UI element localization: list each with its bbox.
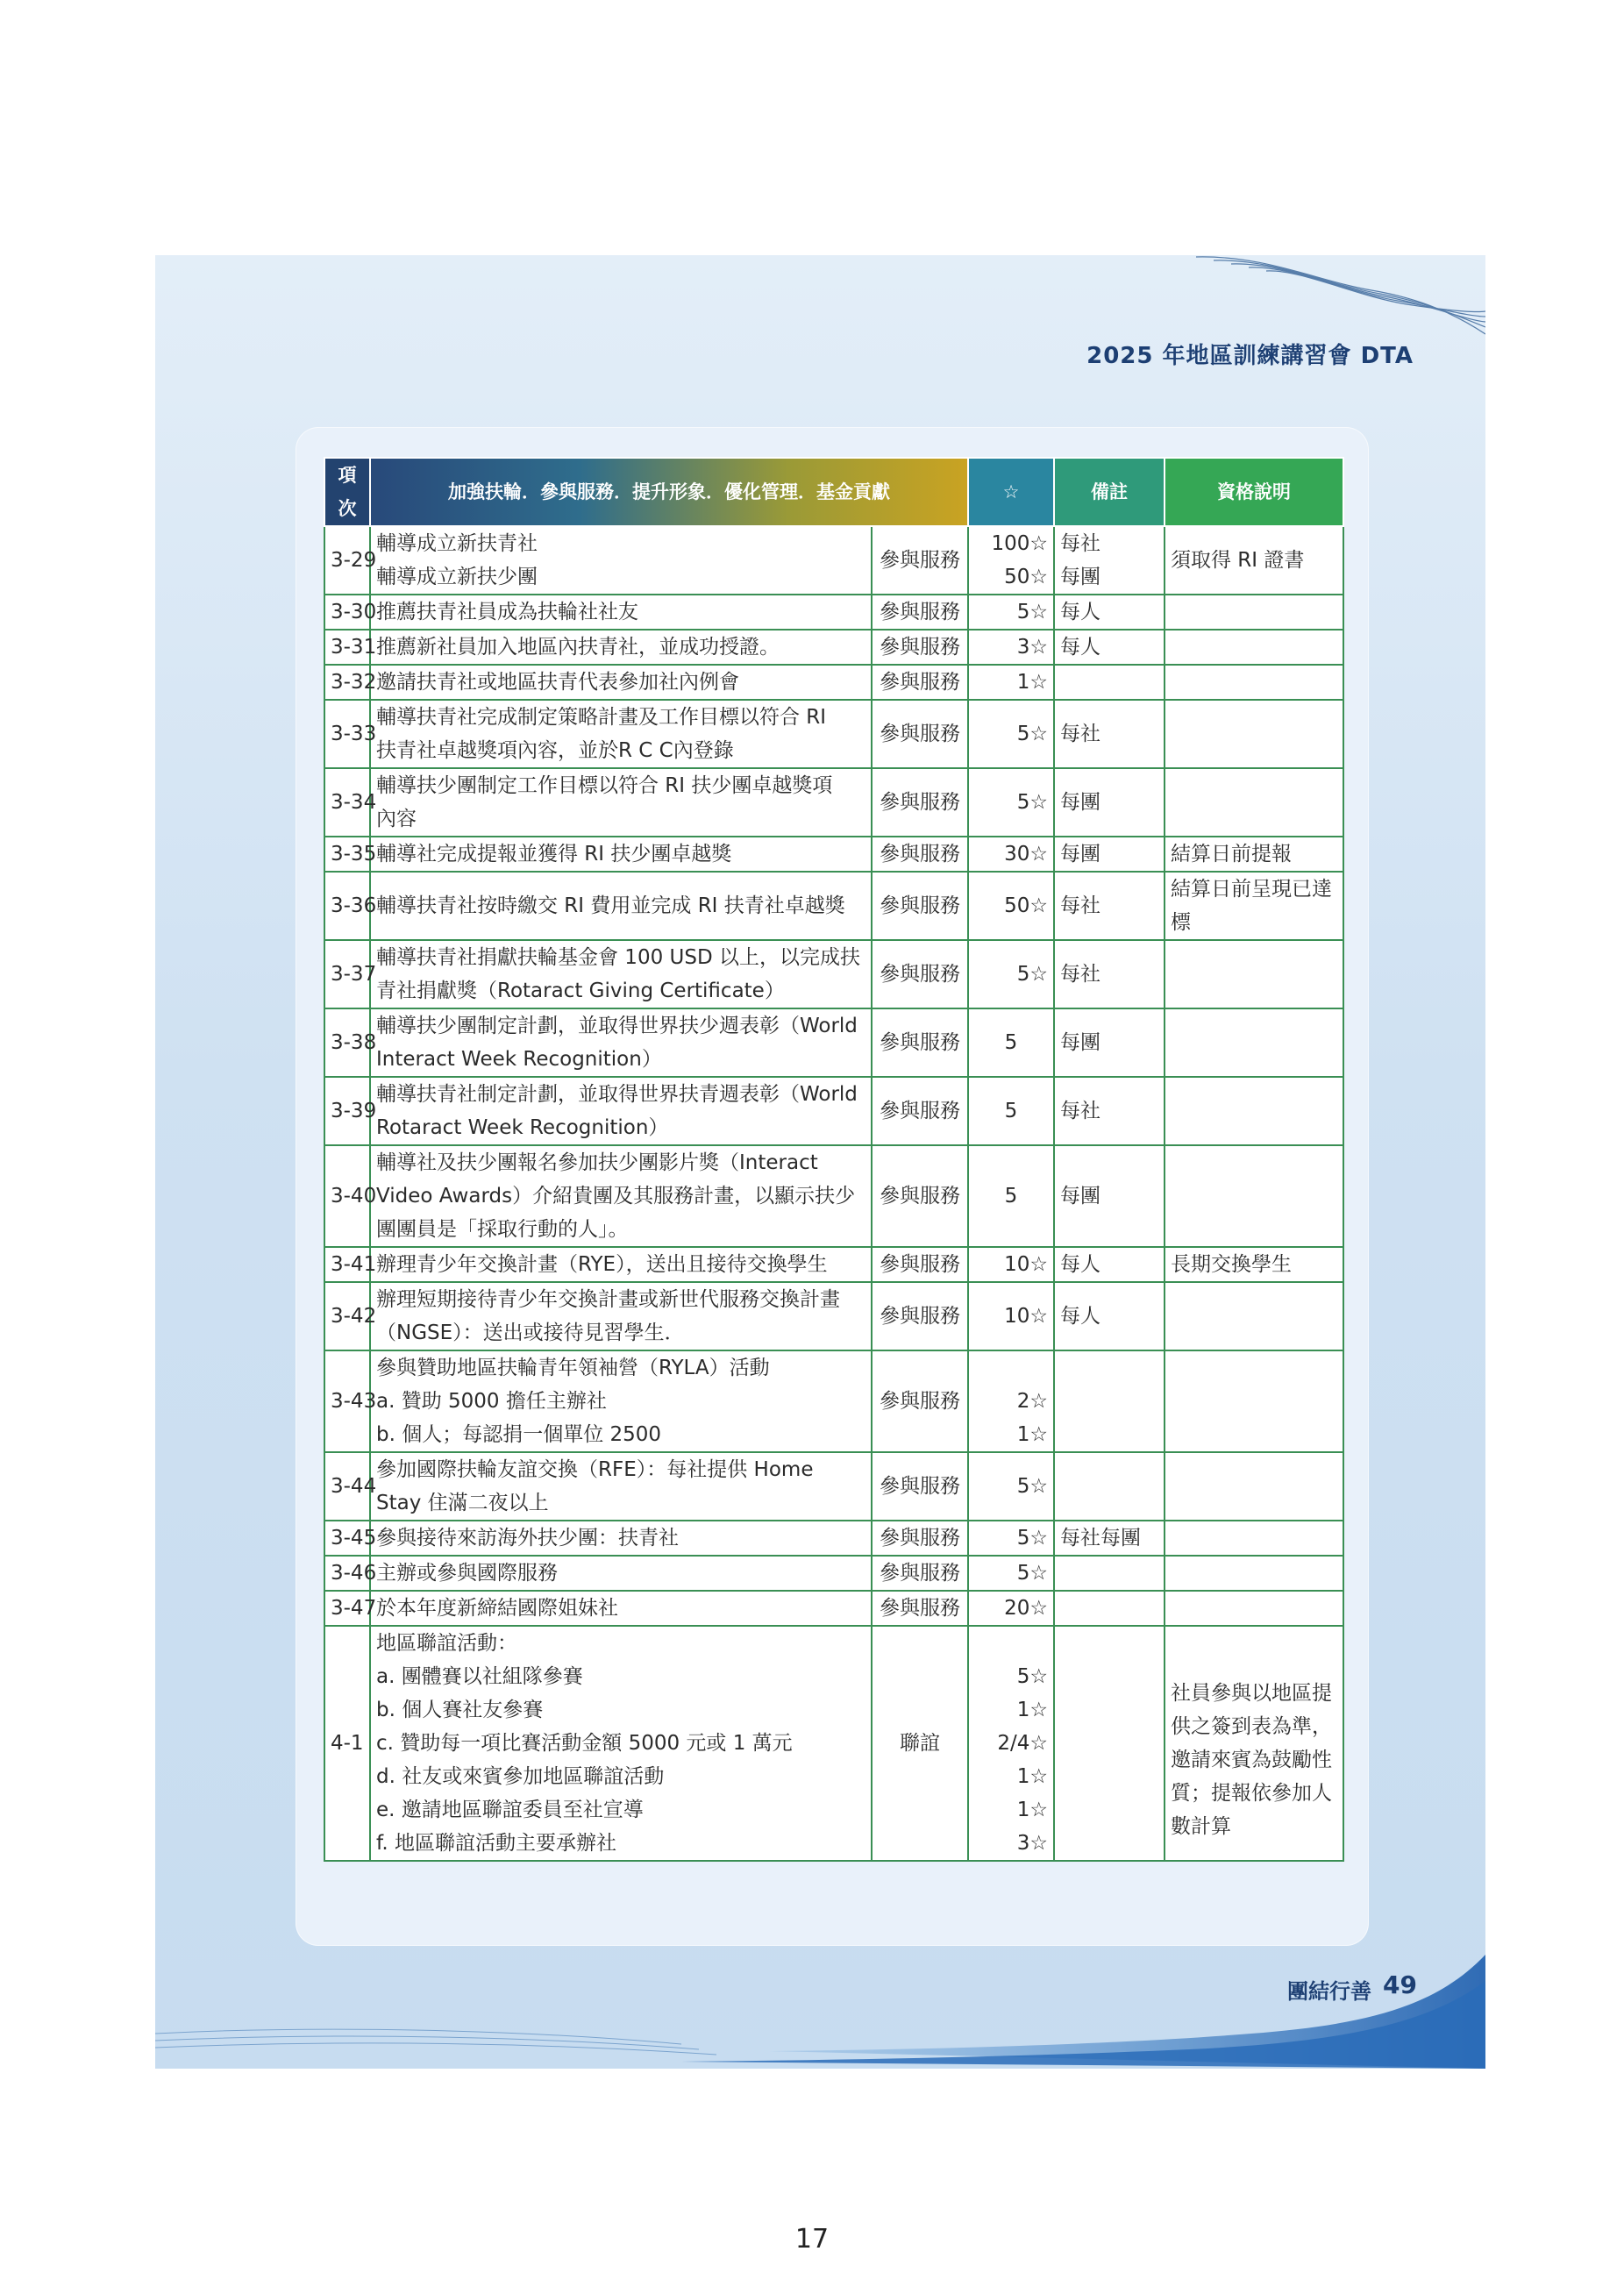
- description-line: 輔導扶青社完成制定策略計畫及工作目標以符合 RI: [376, 706, 827, 729]
- item-description: [370, 872, 872, 940]
- description-line: 輔導扶少團制定計劃，並取得世界扶少週表彰（World: [376, 1015, 858, 1037]
- item-qualification: [1165, 595, 1343, 630]
- table-row: [324, 1626, 1343, 1861]
- item-number: 3-30: [324, 595, 370, 630]
- description-line: （NGSE）：送出或接待見習學生．: [376, 1322, 685, 1344]
- item-category: 聯誼: [872, 1626, 968, 1861]
- item-qualification: [1165, 1350, 1343, 1452]
- description-line: c. 贊助每一項比賽活動金額 5000 元或 1 萬元: [376, 1732, 793, 1755]
- header-star: ☆: [968, 458, 1054, 526]
- item-points: 5☆: [968, 940, 1054, 1008]
- item-qualification: [1165, 1077, 1343, 1145]
- item-points: 5☆: [968, 1521, 1054, 1556]
- description-line: 主辦或參與國際服務: [376, 1562, 558, 1585]
- item-qualification: [1165, 1591, 1343, 1626]
- item-category: 參與服務: [872, 526, 968, 595]
- description-line: 扶青社卓越獎項內容，並於R C C內登錄: [376, 739, 734, 762]
- description-line: 青社捐獻獎（Rotaract Giving Certificate）: [376, 980, 785, 1002]
- description-line: b. 個人賽社友參賽: [376, 1699, 544, 1721]
- item-qualification: [1165, 1521, 1343, 1556]
- item-points: 5☆: [968, 1452, 1054, 1521]
- description-line: 辦理短期接待青少年交換計畫或新世代服務交換計畫: [376, 1288, 840, 1311]
- description-line: 輔導成立新扶青社: [376, 532, 538, 555]
- item-description: [370, 940, 872, 1008]
- item-number: 3-36: [324, 872, 370, 940]
- description-line: 參與接待來訪海外扶少團：扶青社: [376, 1527, 679, 1550]
- description-line: d. 社友或來賓參加地區聯誼活動: [376, 1765, 665, 1788]
- table-row: [324, 1556, 1343, 1591]
- item-note: 每社每團: [1054, 1521, 1165, 1556]
- item-qualification: [1165, 1452, 1343, 1521]
- item-category: 參與服務: [872, 1282, 968, 1350]
- item-category: 參與服務: [872, 1521, 968, 1556]
- item-category: 參與服務: [872, 1556, 968, 1591]
- table-row: [324, 1452, 1343, 1521]
- table-row: [324, 1145, 1343, 1247]
- table-row: [324, 837, 1343, 872]
- item-number: 3-47: [324, 1591, 370, 1626]
- description-line: 邀請扶青社或地區扶青代表參加社內例會: [376, 671, 739, 694]
- item-description: [370, 1556, 872, 1591]
- item-description: [370, 630, 872, 665]
- description-line: 推薦新社員加入地區內扶青社，並成功授證。: [376, 636, 780, 659]
- item-number: 3-46: [324, 1556, 370, 1591]
- item-points: 10☆: [968, 1282, 1054, 1350]
- item-points: 5: [968, 1145, 1054, 1247]
- item-description: [370, 1521, 872, 1556]
- table-row: [324, 1247, 1343, 1282]
- description-line: 參加國際扶輪友誼交換（RFE）：每社提供 Home: [376, 1458, 814, 1481]
- table-row: [324, 872, 1343, 940]
- item-qualification: [1165, 1008, 1343, 1077]
- header-item: 項次: [324, 458, 370, 526]
- header-qualification: 資格說明: [1165, 458, 1343, 526]
- item-description: [370, 1008, 872, 1077]
- item-description: [370, 1247, 872, 1282]
- item-note: [1054, 665, 1165, 700]
- item-points: 10☆: [968, 1247, 1054, 1282]
- table-row: [324, 940, 1343, 1008]
- item-number: 3-45: [324, 1521, 370, 1556]
- description-line: e. 邀請地區聯誼委員至社宣導: [376, 1799, 644, 1821]
- description-line: 參與贊助地區扶輪青年領袖營（RYLA）活動: [376, 1357, 770, 1379]
- item-number: 4-1: [324, 1626, 370, 1861]
- table-row: [324, 1591, 1343, 1626]
- item-note: [1054, 1626, 1165, 1861]
- description-line: 輔導社完成提報並獲得 RI 扶少團卓越獎: [376, 843, 732, 866]
- table-header-row: [324, 458, 1343, 526]
- item-number: 3-35: [324, 837, 370, 872]
- item-note: 每社: [1054, 872, 1165, 940]
- table-row: [324, 630, 1343, 665]
- item-number: 3-33: [324, 700, 370, 768]
- item-qualification: [1165, 630, 1343, 665]
- description-line: 輔導成立新扶少團: [376, 566, 538, 588]
- item-note: 每社 每團: [1054, 526, 1165, 595]
- description-line: Video Awards）介紹貴團及其服務計畫，以顯示扶少: [376, 1185, 856, 1208]
- item-description: [370, 1452, 872, 1521]
- item-qualification: [1165, 1282, 1343, 1350]
- item-note: 每社: [1054, 1077, 1165, 1145]
- item-points: 30☆: [968, 837, 1054, 872]
- top-right-wave-decoration: [1196, 255, 1485, 343]
- item-qualification: [1165, 940, 1343, 1008]
- item-note: [1054, 1591, 1165, 1626]
- item-qualification: 須取得 RI 證書: [1165, 526, 1343, 595]
- description-line: 輔導社及扶少團報名參加扶少團影片獎（Interact: [376, 1151, 818, 1174]
- item-points: 5☆: [968, 768, 1054, 837]
- description-line: 輔導扶青社制定計劃，並取得世界扶青週表彰（World: [376, 1083, 858, 1106]
- table-row: [324, 665, 1343, 700]
- item-number: 3-38: [324, 1008, 370, 1077]
- item-description: [370, 1077, 872, 1145]
- item-points: 1☆: [968, 665, 1054, 700]
- table-row: [324, 1282, 1343, 1350]
- item-qualification: [1165, 665, 1343, 700]
- item-number: 3-31: [324, 630, 370, 665]
- description-line: Interact Week Recognition）: [376, 1048, 662, 1071]
- item-points: 100☆ 50☆: [968, 526, 1054, 595]
- item-note: 每人: [1054, 1247, 1165, 1282]
- description-line: a. 團體賽以社組隊參賽: [376, 1665, 583, 1688]
- item-description: [370, 700, 872, 768]
- item-category: 參與服務: [872, 1008, 968, 1077]
- item-category: 參與服務: [872, 1591, 968, 1626]
- item-category: 參與服務: [872, 872, 968, 940]
- item-points: 5☆ 1☆ 2/4☆ 1☆ 1☆ 3☆: [968, 1626, 1054, 1861]
- item-points: 5☆: [968, 595, 1054, 630]
- item-description: [370, 1350, 872, 1452]
- item-qualification: 結算日前呈現已達標: [1165, 872, 1343, 940]
- item-number: 3-37: [324, 940, 370, 1008]
- bottom-wave-decoration: [155, 1946, 1485, 2069]
- item-qualification: [1165, 1556, 1343, 1591]
- item-category: 參與服務: [872, 768, 968, 837]
- item-description: [370, 665, 872, 700]
- item-number: 3-44: [324, 1452, 370, 1521]
- points-table: [324, 457, 1344, 1862]
- item-qualification: 結算日前提報: [1165, 837, 1343, 872]
- item-points: 5: [968, 1077, 1054, 1145]
- item-points: 2☆ 1☆: [968, 1350, 1054, 1452]
- item-points: 20☆: [968, 1591, 1054, 1626]
- item-number: 3-39: [324, 1077, 370, 1145]
- description-line: f. 地區聯誼活動主要承辦社: [376, 1832, 617, 1855]
- item-description: [370, 1626, 872, 1861]
- header-category: 加強扶輪．參與服務．提升形象．優化管理．基金貢獻: [370, 458, 968, 526]
- item-qualification: 長期交換學生: [1165, 1247, 1343, 1282]
- item-points: 3☆: [968, 630, 1054, 665]
- item-category: 參與服務: [872, 630, 968, 665]
- item-category: 參與服務: [872, 837, 968, 872]
- item-note: 每團: [1054, 768, 1165, 837]
- item-number: 3-41: [324, 1247, 370, 1282]
- table-row: [324, 1350, 1343, 1452]
- item-number: 3-43: [324, 1350, 370, 1452]
- item-qualification: 社員參與以地區提供之簽到表為準，邀請來賓為鼓勵性質；提報依參加人數計算: [1165, 1626, 1343, 1861]
- item-note: 每團: [1054, 1008, 1165, 1077]
- description-line: b. 個人；每認捐一個單位 2500: [376, 1423, 662, 1446]
- item-category: 參與服務: [872, 1077, 968, 1145]
- item-qualification: [1165, 700, 1343, 768]
- item-number: 3-34: [324, 768, 370, 837]
- item-points: 5: [968, 1008, 1054, 1077]
- item-category: 參與服務: [872, 1247, 968, 1282]
- table-row: [324, 700, 1343, 768]
- description-line: 輔導扶青社按時繳交 RI 費用並完成 RI 扶青社卓越獎: [376, 894, 845, 917]
- item-category: 參與服務: [872, 940, 968, 1008]
- item-description: [370, 837, 872, 872]
- item-note: [1054, 1350, 1165, 1452]
- table-row: [324, 768, 1343, 837]
- item-description: [370, 595, 872, 630]
- item-note: 每人: [1054, 1282, 1165, 1350]
- item-description: [370, 1145, 872, 1247]
- item-category: 參與服務: [872, 665, 968, 700]
- item-note: [1054, 1556, 1165, 1591]
- item-number: 3-42: [324, 1282, 370, 1350]
- item-note: 每團: [1054, 1145, 1165, 1247]
- item-note: 每社: [1054, 940, 1165, 1008]
- description-line: 於本年度新締結國際姐妹社: [376, 1597, 618, 1620]
- item-qualification: [1165, 768, 1343, 837]
- item-note: 每團: [1054, 837, 1165, 872]
- table-row: [324, 1008, 1343, 1077]
- item-note: 每人: [1054, 630, 1165, 665]
- item-description: [370, 526, 872, 595]
- description-line: Rotaract Week Recognition）: [376, 1116, 669, 1139]
- table-row: [324, 1521, 1343, 1556]
- description-line: 推薦扶青社員成為扶輪社社友: [376, 601, 638, 623]
- item-description: [370, 768, 872, 837]
- item-note: 每社: [1054, 700, 1165, 768]
- item-number: 3-40: [324, 1145, 370, 1247]
- item-note: [1054, 1452, 1165, 1521]
- item-number: 3-32: [324, 665, 370, 700]
- description-line: a. 贊助 5000 擔任主辦社: [376, 1390, 607, 1413]
- item-points: 50☆: [968, 872, 1054, 940]
- table-row: [324, 526, 1343, 595]
- description-line: 辦理青少年交換計畫（RYE），送出且接待交換學生: [376, 1253, 828, 1276]
- table-row: [324, 595, 1343, 630]
- item-category: 參與服務: [872, 1350, 968, 1452]
- footer-page-number: 49: [1383, 1970, 1417, 1999]
- item-description: [370, 1282, 872, 1350]
- description-line: 團團員是「採取行動的人」。: [376, 1218, 629, 1241]
- header-title: 2025 年地區訓練講習會 DTA: [1086, 343, 1414, 369]
- table-row: [324, 1077, 1343, 1145]
- description-line: Stay 住滿二夜以上: [376, 1492, 549, 1514]
- item-description: [370, 1591, 872, 1626]
- item-note: 每人: [1054, 595, 1165, 630]
- item-points: 5☆: [968, 1556, 1054, 1591]
- header-note: 備註: [1054, 458, 1165, 526]
- item-category: 參與服務: [872, 1452, 968, 1521]
- description-line: 輔導扶少團制定工作目標以符合 RI 扶少團卓越獎項: [376, 774, 833, 797]
- description-line: 輔導扶青社捐獻扶輪基金會 100 USD 以上，以完成扶: [376, 946, 860, 969]
- item-points: 5☆: [968, 700, 1054, 768]
- item-number: 3-29: [324, 526, 370, 595]
- item-category: 參與服務: [872, 1145, 968, 1247]
- item-category: 參與服務: [872, 595, 968, 630]
- description-line: 內容: [376, 808, 417, 830]
- description-line: 地區聯誼活動：: [376, 1632, 517, 1655]
- item-category: 參與服務: [872, 700, 968, 768]
- item-qualification: [1165, 1145, 1343, 1247]
- page-number: 17: [794, 2224, 830, 2255]
- footer-brand: 團結行善: [1287, 1979, 1371, 2004]
